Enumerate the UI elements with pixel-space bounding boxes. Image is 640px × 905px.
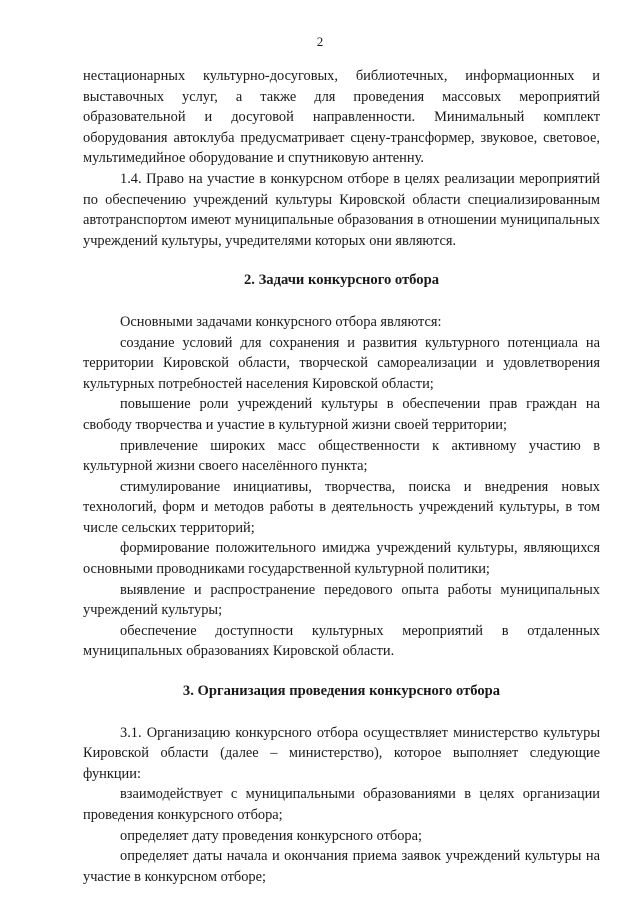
document-body [83,66,600,887]
section-2-item: формирование положительного имиджа учреждений культуры, являющихся основными проводниками государственной культурной политики; [83,540,600,578]
section-3-item: определяет даты начала и окончания приема заявок учреждений культуры на участие в конкурсном отборе; [83,848,600,885]
section-2-lead: Основными задачами конкурсного отбора являются: [120,313,442,330]
paragraph-intro-continuation: нестационарных культурно-досуговых, библиотечных, информационных и выставочных услуг, а также для проведения массовых мероприятий образовательной и досуговой направленности. Минимальный комплект оборудования автоклуба предусматривает сцену-трансформер, звуковое, световое, мультимедийное оборудование и спутниковую антенну. [83,68,600,167]
section-2-item: привлечение широких масс общественности к активному участию в культурной жизни своего населённого пункта; [83,437,600,475]
paragraph-3-1: 3.1. Организацию конкурсного отбора осуществляет министерство культуры Кировской области (далее – министерство), которое выполняет следующие функции: [83,724,600,782]
page-number: 2 [316,34,324,49]
section-2-item: повышение роли учреждений культуры в обеспечении прав граждан на свободу творчества и участие в культурной жизни своей территории; [83,396,600,433]
section-2-item: выявление и распространение передового опыта работы муниципальных учреждений культуры; [83,581,600,619]
section-2-item: обеспечение доступности культурных мероприятий в отдаленных муниципальных образованиях Кировской области. [83,622,600,660]
section-3-item: взаимодействует с муниципальными образованиями в целях организации проведения конкурсного отбора; [83,786,600,823]
section-3-heading: 3. Организация проведения конкурсного отбора [182,683,501,700]
section-3-item: определяет дату проведения конкурсного отбора; [120,827,422,844]
section-2-item: создание условий для сохранения и развития культурного потенциала на территории Кировской области, творческой самореализации и удовлетворения культурных потребностей населения Кировской области; [83,334,600,392]
section-2-item: стимулирование инициативы, творчества, поиска и внедрения новых технологий, форм и методов работы в деятельность учреждений культуры, в том числе сельских территорий; [83,478,600,536]
section-2-heading: 2. Задачи конкурсного отбора [244,272,439,289]
paragraph-1-4: 1.4. Право на участие в конкурсном отборе в целях реализации мероприятий по обеспечению учреждений культуры Кировской области специализированным автотранспортом имеют муниципальные образования в отношении муниципальных учреждений культуры, учредителями которых они являются. [83,170,600,249]
